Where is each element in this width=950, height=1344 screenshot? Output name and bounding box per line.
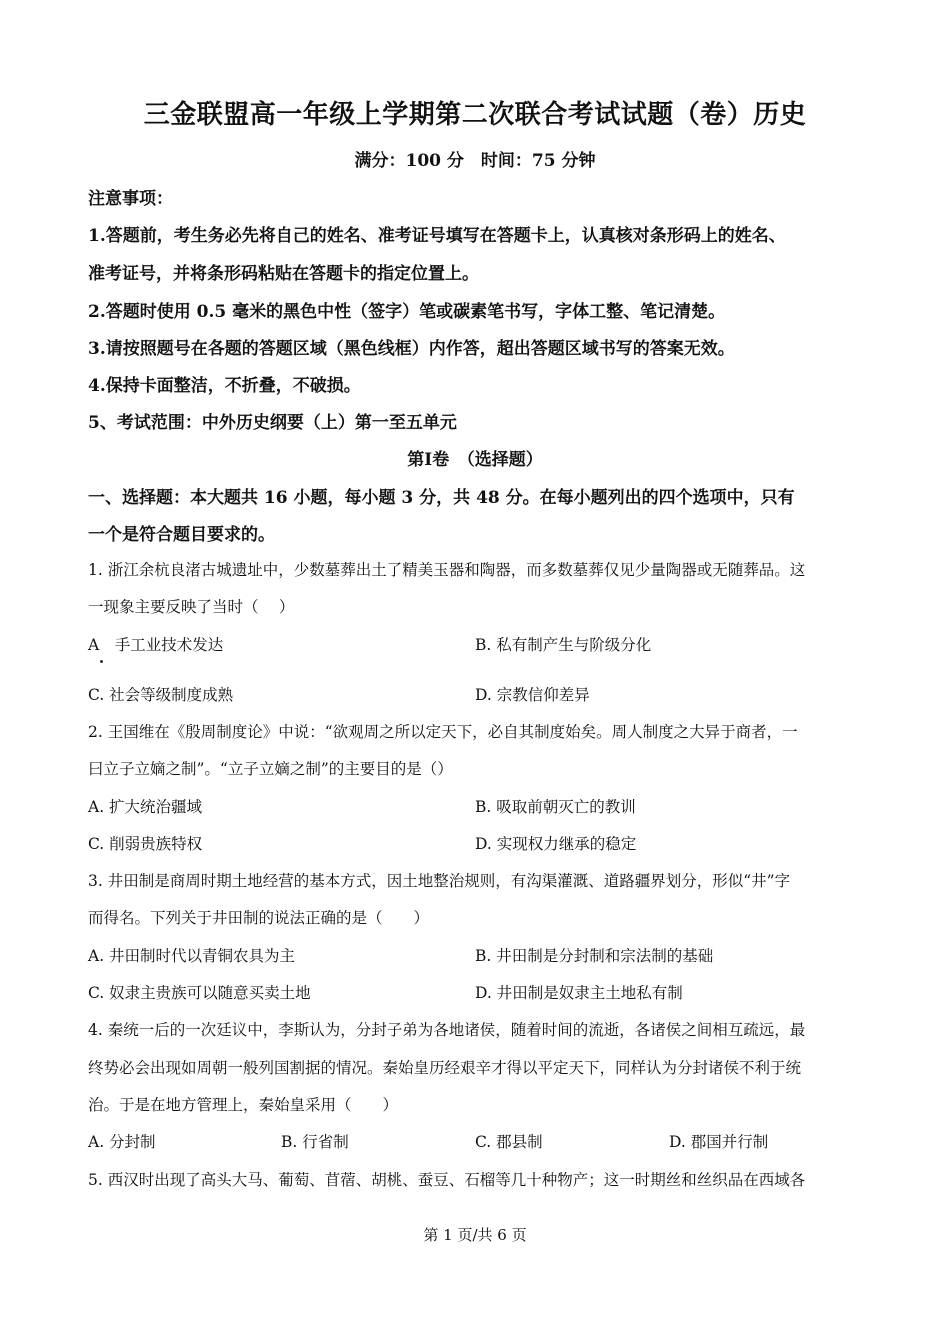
question-3-option-b: B. 井田制是分封制和宗法制的基础 [475,947,714,965]
part-title: 第Ⅰ卷 （选择题） [407,450,543,470]
section-intro-line-2: 一个是符合题目要求的。 [88,525,275,545]
question-3-line-2: 而得名。下列关于井田制的说法正确的是（ ） [88,909,430,927]
question-1-option-a: A 手工业技术发达 [88,636,224,654]
question-3-line-1: 3. 井田制是商周时期土地经营的基本方式，因土地整治规则，有沟渠灌溉、道路疆界划分，形似“井”字 [88,872,791,890]
question-1-option-d: D. 宗教信仰差异 [475,686,590,704]
question-1-line-2: 一现象主要反映了当时（ ） [88,598,295,616]
question-1-option-b: B. 私有制产生与阶级分化 [475,636,652,654]
notice-item-1-line-1: 1.答题前，考生务必先将自己的姓名、准考证号填写在答题卡上，认真核对条形码上的姓名、 [88,226,786,246]
question-5-line-1: 5. 西汉时出现了高头大马、葡萄、苜蓿、胡桃、蚕豆、石榴等几十种物产；这一时期丝和丝织品在西域各 [88,1171,806,1189]
question-3-option-a: A. 井田制时代以青铜农具为主 [88,947,296,965]
question-4-option-a: A. 分封制 [88,1133,156,1151]
question-2-option-a: A. 扩大统治疆域 [88,798,203,816]
question-4-option-d: D. 郡国并行制 [669,1133,769,1151]
section-intro-line-1: 一、选择题：本大题共 16 小题，每小题 3 分，共 48 分。在每小题列出的四个选项中，只有 [88,488,795,508]
question-1-line-1: 1. 浙江余杭良渚古城遗址中，少数墓葬出土了精美玉器和陶器，而多数墓葬仅见少量陶器或无随葬品。这 [88,561,806,579]
notice-heading: 注意事项： [88,189,173,209]
notice-item-5: 5、考试范围：中外历史纲要（上）第一至五单元 [88,413,457,433]
exam-subtitle: 满分：100 分 时间：75 分钟 [354,151,596,171]
question-4-line-2: 终势必会出现如周朝一般列国割据的情况。秦始皇历经艰辛才得以平定天下，同样认为分封诸侯不利于统 [88,1059,802,1077]
question-2-option-c: C. 削弱贵族特权 [88,835,203,853]
question-4-option-c: C. 郡县制 [475,1133,543,1151]
notice-item-3: 3.请按照题号在各题的答题区域（黑色线框）内作答，超出答题区域书写的答案无效。 [88,339,735,359]
question-2-line-1: 2. 王国维在《殷周制度论》中说：“欲观周之所以定天下，必自其制度始矣。周人制度之大异于商者，一 [88,723,798,741]
question-4-option-b: B. 行省制 [281,1133,349,1151]
notice-item-4: 4.保持卡面整洁，不折叠，不破损。 [88,376,361,396]
notice-item-1-line-2: 准考证号，并将条形码粘贴在答题卡的指定位置上。 [88,264,479,284]
question-3-option-c: C. 奴隶主贵族可以随意买卖土地 [88,984,311,1002]
question-2-line-2: 曰立子立嫡之制”。“立子立嫡之制”的主要目的是（） [88,760,453,778]
question-3-option-d: D. 井田制是奴隶主土地私有制 [475,984,683,1002]
question-1-option-c: C. 社会等级制度成熟 [88,686,234,704]
question-2-option-d: D. 实现权力继承的稳定 [475,835,637,853]
question-4-line-3: 治。于是在地方管理上，秦始皇采用（ ） [88,1096,399,1114]
page-title: 三金联盟高一年级上学期第二次联合考试试题（卷）历史 [143,100,807,130]
option-dot [100,660,103,663]
question-4-line-1: 4. 秦统一后的一次廷议中，李斯认为，分封子弟为各地诸侯，随着时间的流逝，各诸侯之间相互疏远，最 [88,1021,806,1039]
question-2-option-b: B. 吸取前朝灭亡的教训 [475,798,636,816]
page-number: 第 1 页/共 6 页 [423,1226,527,1244]
notice-item-2: 2.答题时使用 0.5 毫米的黑色中性（签字）笔或碳素笔书写，字体工整、笔记清楚。 [88,302,726,322]
